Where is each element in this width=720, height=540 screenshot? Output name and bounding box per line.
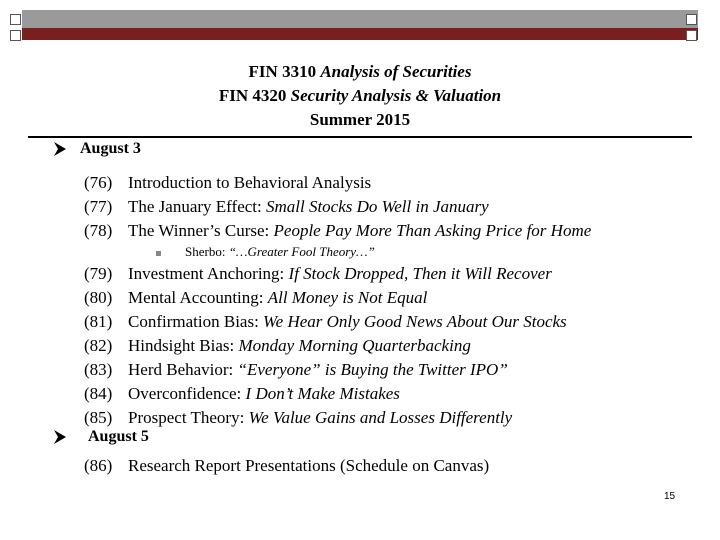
list-item: (81) Confirmation Bias: We Hear Only Good News About Our Stocks xyxy=(84,312,567,331)
list-item: (77) The January Effect: Small Stocks Do Well in January xyxy=(84,197,489,216)
list-item: (82) Hindsight Bias: Monday Morning Quarterbacking xyxy=(84,336,471,355)
header-maroon-bar xyxy=(22,28,698,40)
header-gray-bar xyxy=(22,10,698,28)
list-item: (83) Herd Behavior: “Everyone” is Buying the Twitter IPO” xyxy=(84,360,508,379)
list-item: (80) Mental Accounting: All Money is Not Equal xyxy=(84,288,428,307)
list-item: (78) The Winner’s Curse: People Pay More Than Asking Price for Home xyxy=(84,221,592,240)
square-bullet-icon xyxy=(156,251,161,256)
list-item: (84) Overconfidence: I Don’t Make Mistakes xyxy=(84,384,400,403)
arrow-bullet-icon xyxy=(52,429,68,445)
list-item: (86) Research Report Presentations (Schedule on Canvas) xyxy=(84,456,490,475)
corner-square-icon xyxy=(686,30,697,41)
divider-line xyxy=(28,136,692,138)
sub-bullet: Sherbo: “…Greater Fool Theory…” xyxy=(156,243,375,261)
page-number: 15 xyxy=(664,491,676,502)
list-item: (85) Prospect Theory: We Value Gains and Losses Differently xyxy=(84,408,513,427)
arrow-bullet-icon xyxy=(52,141,68,157)
course-title-2: FIN 4320 Security Analysis & Valuation xyxy=(218,86,502,105)
corner-square-icon xyxy=(10,30,21,41)
course-title-1: FIN 3310 Analysis of Securities xyxy=(248,62,472,81)
list-item: (76) Introduction to Behavioral Analysis xyxy=(84,173,372,192)
list-item: (79) Investment Anchoring: If Stock Dropped, Then it Will Recover xyxy=(84,264,552,283)
corner-square-icon xyxy=(10,14,21,25)
term-title: Summer 2015 xyxy=(309,110,411,129)
corner-square-icon xyxy=(686,14,697,25)
